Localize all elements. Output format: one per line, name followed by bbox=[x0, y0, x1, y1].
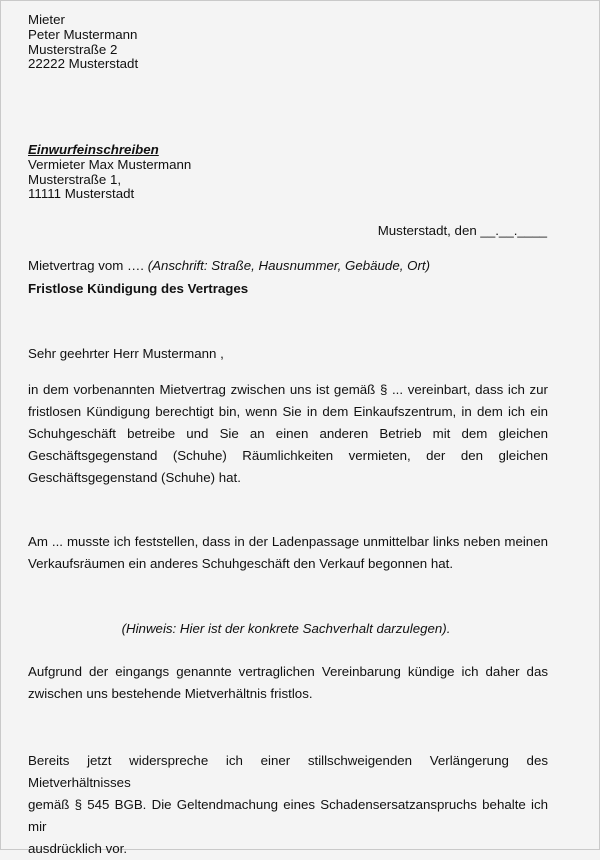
sender-line: Mieter bbox=[28, 12, 65, 27]
text-line: Schuhgeschäft betreibe und Sie an einen anderen Betrieb mit dem gleichen bbox=[28, 426, 548, 441]
sender-address bbox=[28, 13, 138, 72]
text-line: gemäß § 545 BGB. Die Geltendmachung eines Schadensersatzanspruchs behalte ich mir bbox=[28, 797, 548, 834]
recipient-line: Vermieter Max Mustermann bbox=[28, 156, 192, 172]
text-line: zwischen uns bestehende Mietverhältnis fristlos. bbox=[28, 686, 313, 701]
delivery-method: Einwurfeinschreiben bbox=[28, 142, 159, 157]
paragraph-3 bbox=[28, 661, 548, 705]
paragraph-2 bbox=[28, 531, 548, 575]
sender-line: 22222 Musterstadt bbox=[28, 56, 139, 72]
text-line: Geschäftsgegenstand (Schuhe) hat. bbox=[28, 470, 241, 485]
text-line: ausdrücklich vor. bbox=[28, 841, 128, 856]
recipient-line: 11111 Musterstadt bbox=[28, 186, 135, 202]
salutation: Sehr geehrter Herr Mustermann , bbox=[28, 346, 224, 361]
text-line: in dem vorbenannten Mietvertrag zwischen uns ist gemäß § ... vereinbart, dass ich zur bbox=[28, 382, 548, 397]
reference-prefix: Mietvertrag vom …. bbox=[28, 258, 148, 273]
recipient-line: Musterstraße 1, bbox=[28, 171, 122, 187]
paragraph-1 bbox=[28, 379, 548, 489]
date-line: Musterstadt, den __.__.____ bbox=[377, 223, 547, 238]
text-line: Am ... musste ich feststellen, dass in der Ladenpassage unmittelbar links neben meinen bbox=[28, 534, 548, 549]
text-line: Verkaufsräumen ein anderes Schuhgeschäft den Verkauf begonnen hat. bbox=[28, 556, 454, 571]
recipient-address bbox=[28, 143, 191, 202]
text-line: Geschäftsgegenstand (Schuhe) Räumlichkeiten vermieten, der den gleichen bbox=[28, 448, 548, 463]
text-line: Aufgrund der eingangs genannte vertraglichen Vereinbarung kündige ich daher das bbox=[28, 664, 548, 679]
subject-line: Fristlose Kündigung des Vertrages bbox=[28, 281, 249, 296]
text-line: Bereits jetzt widerspreche ich einer stillschweigenden Verlängerung des Mietverhältnisses bbox=[28, 753, 548, 790]
sender-line: Musterstraße 2 bbox=[28, 41, 118, 57]
paragraph-4 bbox=[28, 750, 548, 860]
contract-reference bbox=[28, 259, 430, 274]
sender-line: Peter Mustermann bbox=[28, 26, 138, 42]
text-line: fristlosen Kündigung berechtigt bin, wenn Sie in dem Einkaufszentrum, in dem ich ein bbox=[28, 404, 548, 419]
hint-note: (Hinweis: Hier ist der konkrete Sachverhalt darzulegen). bbox=[121, 621, 451, 636]
reference-address-hint: (Anschrift: Straße, Hausnummer, Gebäude, Ort) bbox=[147, 258, 430, 273]
